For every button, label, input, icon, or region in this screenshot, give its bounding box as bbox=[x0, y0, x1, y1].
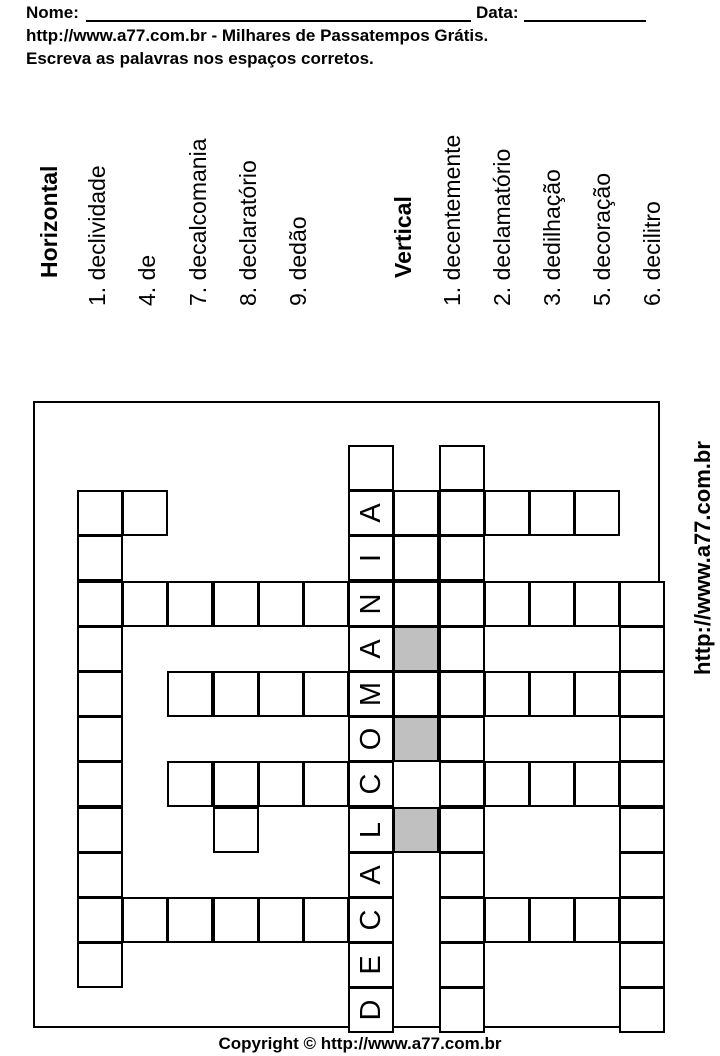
grid-cell[interactable] bbox=[619, 581, 665, 627]
grid-cell[interactable] bbox=[77, 761, 123, 807]
grid-cell[interactable] bbox=[619, 626, 665, 672]
grid-cell[interactable] bbox=[439, 987, 485, 1033]
horizontal-clue: 4. de bbox=[134, 254, 160, 306]
grid-cell[interactable] bbox=[619, 852, 665, 898]
shaded-cell bbox=[393, 716, 439, 762]
grid-cell[interactable] bbox=[529, 761, 575, 807]
grid-cell[interactable] bbox=[77, 942, 123, 988]
grid-cell[interactable] bbox=[348, 626, 394, 672]
cell-letter: A bbox=[354, 503, 387, 523]
cell-letter: A bbox=[354, 865, 387, 885]
cell-letter: O bbox=[354, 727, 387, 751]
cell-letter: C bbox=[354, 773, 387, 795]
instruction-text: Escreva as palavras nos espaços corretos. bbox=[26, 49, 374, 68]
grid-cell[interactable] bbox=[484, 490, 530, 536]
grid-cell[interactable] bbox=[484, 761, 530, 807]
grid-cell[interactable] bbox=[439, 761, 485, 807]
grid-cell[interactable] bbox=[167, 671, 213, 717]
grid-cell[interactable] bbox=[574, 897, 620, 943]
date-label: Data: bbox=[476, 3, 519, 22]
vertical-clue: 3. dedilhação bbox=[539, 169, 565, 306]
grid-cell[interactable] bbox=[439, 807, 485, 853]
grid-cell[interactable] bbox=[348, 761, 394, 807]
grid-cell[interactable] bbox=[213, 671, 259, 717]
horizontal-clue: 9. dedão bbox=[285, 216, 311, 306]
grid-cell[interactable] bbox=[348, 490, 394, 536]
grid-cell[interactable] bbox=[77, 897, 123, 943]
grid-cell[interactable] bbox=[258, 581, 304, 627]
cell-letter: E bbox=[354, 955, 387, 975]
grid-cell[interactable] bbox=[439, 716, 485, 762]
grid-cell[interactable] bbox=[348, 445, 394, 491]
grid-cell[interactable] bbox=[213, 581, 259, 627]
vertical-clue: 6. decilitro bbox=[639, 201, 665, 306]
name-label: Nome: bbox=[26, 3, 79, 22]
vertical-clue: 5. decoração bbox=[589, 173, 615, 306]
grid-cell[interactable] bbox=[393, 671, 439, 717]
grid-cell[interactable] bbox=[122, 897, 168, 943]
grid-cell[interactable] bbox=[348, 535, 394, 581]
grid-cell[interactable] bbox=[77, 490, 123, 536]
grid-cell[interactable] bbox=[619, 761, 665, 807]
grid-cell[interactable] bbox=[439, 897, 485, 943]
grid-cell[interactable] bbox=[348, 942, 394, 988]
grid-cell[interactable] bbox=[303, 581, 349, 627]
grid-cell[interactable] bbox=[77, 852, 123, 898]
grid-cell[interactable] bbox=[439, 626, 485, 672]
grid-cell[interactable] bbox=[167, 761, 213, 807]
vertical-clue: 2. declamatório bbox=[489, 148, 515, 306]
grid-cell[interactable] bbox=[348, 807, 394, 853]
grid-cell[interactable] bbox=[484, 671, 530, 717]
grid-cell[interactable] bbox=[393, 490, 439, 536]
site-line: http://www.a77.com.br - Milhares de Passatempos Grátis. bbox=[26, 26, 489, 45]
grid-cell[interactable] bbox=[574, 761, 620, 807]
grid-cell[interactable] bbox=[348, 987, 394, 1033]
grid-cell[interactable] bbox=[439, 671, 485, 717]
grid-cell[interactable] bbox=[619, 987, 665, 1033]
grid-cell[interactable] bbox=[529, 581, 575, 627]
grid-cell[interactable] bbox=[77, 807, 123, 853]
grid-cell[interactable] bbox=[348, 716, 394, 762]
grid-cell[interactable] bbox=[167, 897, 213, 943]
grid-cell[interactable] bbox=[258, 671, 304, 717]
cell-letter: D bbox=[354, 999, 387, 1021]
grid-cell[interactable] bbox=[122, 490, 168, 536]
grid-cell[interactable] bbox=[619, 897, 665, 943]
grid-cell[interactable] bbox=[393, 535, 439, 581]
cell-letter: I bbox=[354, 553, 387, 563]
grid-cell[interactable] bbox=[574, 581, 620, 627]
shaded-cell bbox=[393, 626, 439, 672]
horizontal-clue: 7. decalcomania bbox=[185, 138, 211, 306]
side-url: http://www.a77.com.br bbox=[690, 441, 715, 675]
shaded-cell bbox=[393, 807, 439, 853]
grid-cell[interactable] bbox=[348, 897, 394, 943]
grid-cell[interactable] bbox=[77, 626, 123, 672]
name-line[interactable] bbox=[86, 20, 471, 22]
grid-cell[interactable] bbox=[529, 897, 575, 943]
grid-cell[interactable] bbox=[529, 671, 575, 717]
grid-cell[interactable] bbox=[484, 897, 530, 943]
grid-cell[interactable] bbox=[529, 490, 575, 536]
grid-cell[interactable] bbox=[77, 671, 123, 717]
cell-letter: A bbox=[354, 639, 387, 659]
grid-cell[interactable] bbox=[348, 671, 394, 717]
grid-cell[interactable] bbox=[213, 807, 259, 853]
vertical-title: Vertical bbox=[390, 196, 416, 278]
copyright-text: Copyright © http://www.a77.com.br bbox=[218, 1034, 502, 1053]
grid-cell[interactable] bbox=[439, 490, 485, 536]
grid-cell[interactable] bbox=[213, 761, 259, 807]
grid-cell[interactable] bbox=[393, 581, 439, 627]
grid-cell[interactable] bbox=[484, 581, 530, 627]
grid-cell[interactable] bbox=[77, 716, 123, 762]
grid-cell[interactable] bbox=[122, 581, 168, 627]
grid-cell[interactable] bbox=[258, 897, 304, 943]
grid-cell[interactable] bbox=[77, 581, 123, 627]
grid-cell[interactable] bbox=[303, 761, 349, 807]
vertical-clue: 1. decentemente bbox=[439, 134, 465, 306]
grid-cell[interactable] bbox=[348, 581, 394, 627]
grid-cell[interactable] bbox=[303, 897, 349, 943]
grid-cell[interactable] bbox=[303, 671, 349, 717]
cell-letter: C bbox=[354, 909, 387, 931]
cell-letter: M bbox=[354, 681, 387, 707]
date-line[interactable] bbox=[524, 20, 646, 22]
grid-cell[interactable] bbox=[619, 942, 665, 988]
grid-cell[interactable] bbox=[574, 490, 620, 536]
grid-cell[interactable] bbox=[258, 761, 304, 807]
grid-cell[interactable] bbox=[439, 445, 485, 491]
grid-cell[interactable] bbox=[619, 807, 665, 853]
grid-cell[interactable] bbox=[439, 942, 485, 988]
grid-cell[interactable] bbox=[167, 581, 213, 627]
horizontal-title: Horizontal bbox=[36, 165, 62, 278]
grid-cell[interactable] bbox=[619, 671, 665, 717]
grid-cell[interactable] bbox=[348, 852, 394, 898]
grid-cell[interactable] bbox=[213, 897, 259, 943]
grid-cell[interactable] bbox=[619, 716, 665, 762]
grid-cell[interactable] bbox=[439, 535, 485, 581]
grid-cell[interactable] bbox=[439, 852, 485, 898]
cell-letter: L bbox=[354, 821, 387, 839]
cell-letter: N bbox=[354, 593, 387, 615]
grid-cell[interactable] bbox=[574, 671, 620, 717]
grid-cell[interactable] bbox=[77, 535, 123, 581]
horizontal-clue: 8. declaratório bbox=[235, 160, 261, 306]
grid-cell[interactable] bbox=[439, 581, 485, 627]
horizontal-clue: 1. declividade bbox=[84, 165, 110, 306]
